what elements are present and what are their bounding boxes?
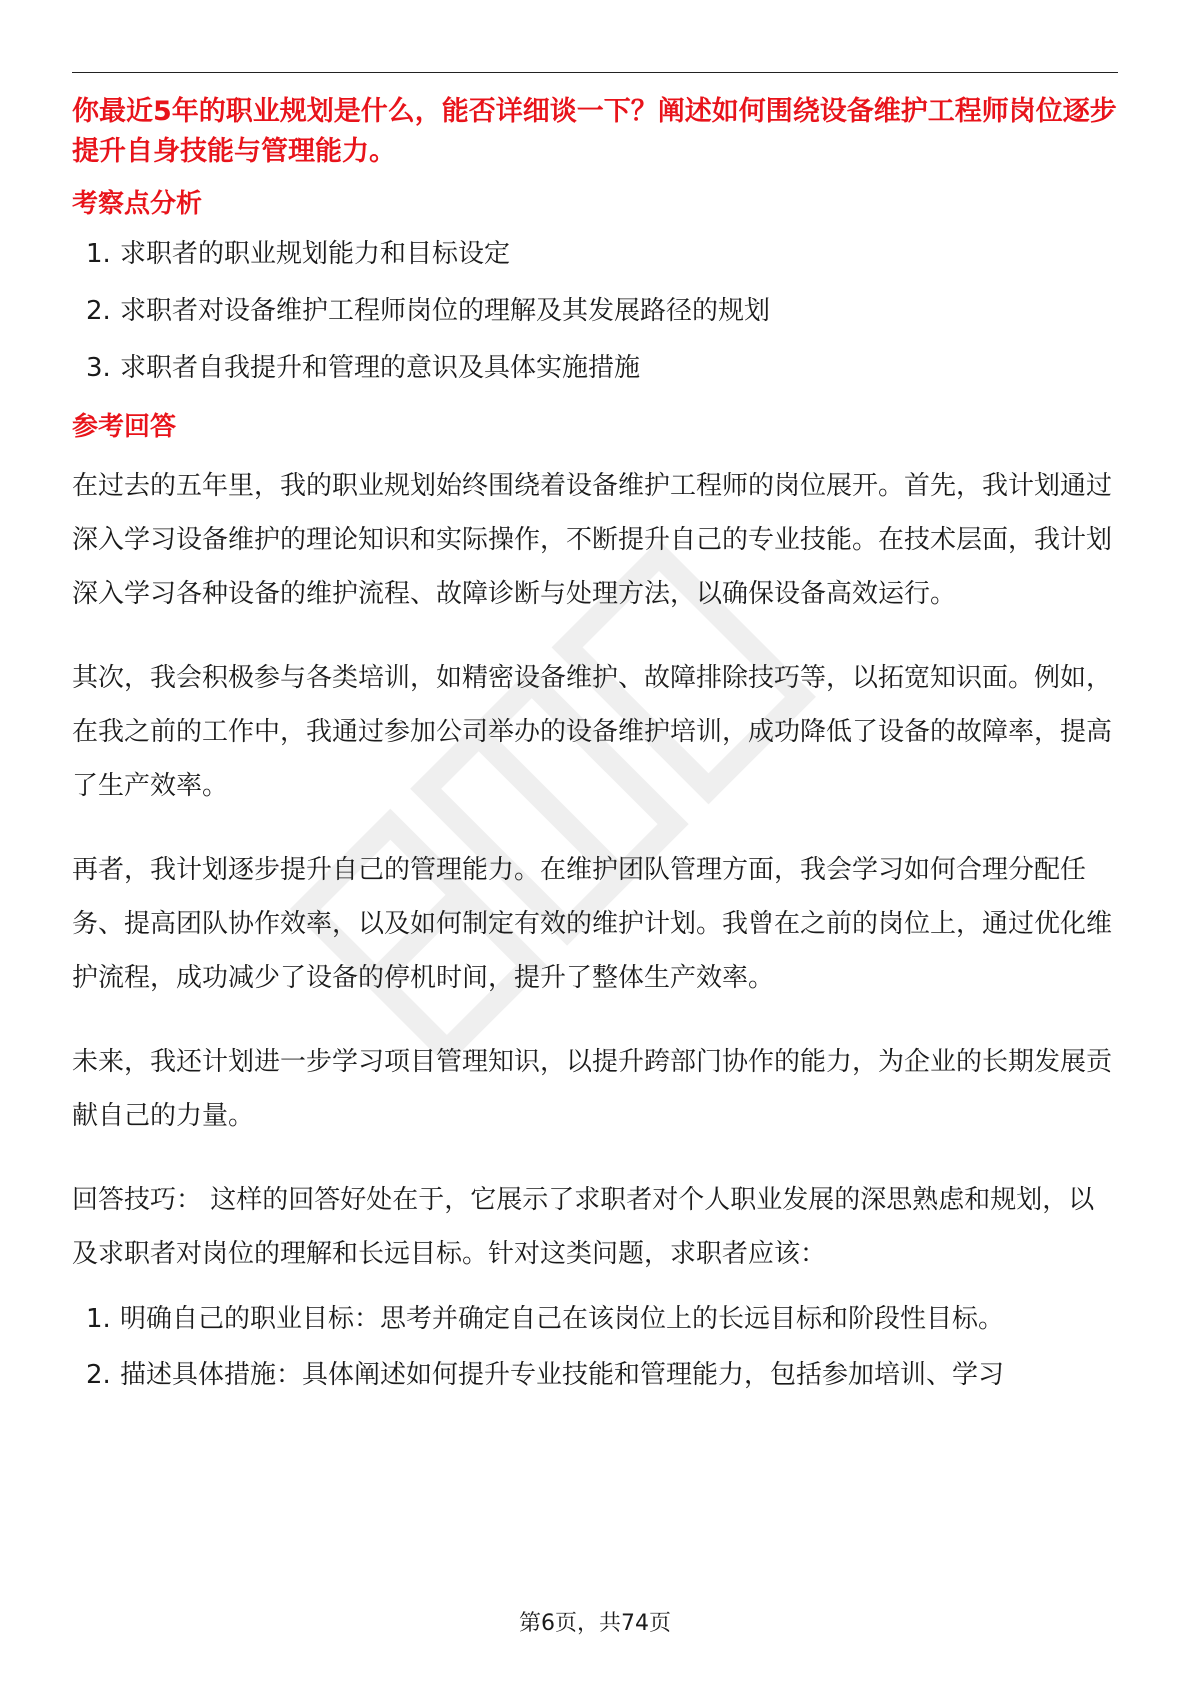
answer-paragraph: 再者，我计划逐步提升自己的管理能力。在维护团队管理方面，我会学习如何合理分配任务、提高团队协作效率，以及如何制定有效的维护计划。我曾在之前的岗位上，通过优化维护流程，成功减少了设备的停机时间，提升了整体生产效率。 <box>72 855 1113 993</box>
reference-title: 参考回答 <box>72 412 177 442</box>
list-item: 2. 描述具体措施：具体阐述如何提升专业技能和管理能力，包括参加培训、学习 <box>86 1360 1005 1390</box>
tips-list <box>72 1301 1118 1393</box>
list-item: 2. 求职者对设备维护工程师岗位的理解及其发展路径的规划 <box>86 296 771 326</box>
page-content <box>72 92 1118 1413</box>
question-heading: 你最近5年的职业规划是什么，能否详细谈一下？阐述如何围绕设备维护工程师岗位逐步提升自身技能与管理能力。 <box>72 96 1117 167</box>
page-number: 第6页，共74页 <box>519 1611 671 1636</box>
analysis-title: 考察点分析 <box>72 189 203 219</box>
answer-paragraph: 未来，我还计划进一步学习项目管理知识，以提升跨部门协作的能力，为企业的长期发展贡献自己的力量。 <box>72 1047 1113 1131</box>
list-item: 3. 求职者自我提升和管理的意识及具体实施措施 <box>86 353 641 383</box>
answer-paragraph: 其次，我会积极参与各类培训，如精密设备维护、故障排除技巧等，以拓宽知识面。例如，在我之前的工作中，我通过参加公司举办的设备维护培训，成功降低了设备的故障率，提高了生产效率。 <box>72 663 1113 801</box>
list-item: 1. 明确自己的职业目标：思考并确定自己在该岗位上的长远目标和阶段性目标。 <box>86 1304 1005 1334</box>
top-rule <box>72 72 1118 73</box>
list-item: 1. 求职者的职业规划能力和目标设定 <box>86 239 511 269</box>
tips-intro: 回答技巧： 这样的回答好处在于，它展示了求职者对个人职业发展的深思熟虑和规划，以及求职者对岗位的理解和长远目标。针对这类问题，求职者应该： <box>72 1185 1095 1269</box>
answer-paragraph: 在过去的五年里，我的职业规划始终围绕着设备维护工程师的岗位展开。首先，我计划通过深入学习设备维护的理论知识和实际操作，不断提升自己的专业技能。在技术层面，我计划深入学习各种设备的维护流程、故障诊断与处理方法，以确保设备高效运行。 <box>72 471 1113 609</box>
analysis-list <box>72 236 1118 386</box>
